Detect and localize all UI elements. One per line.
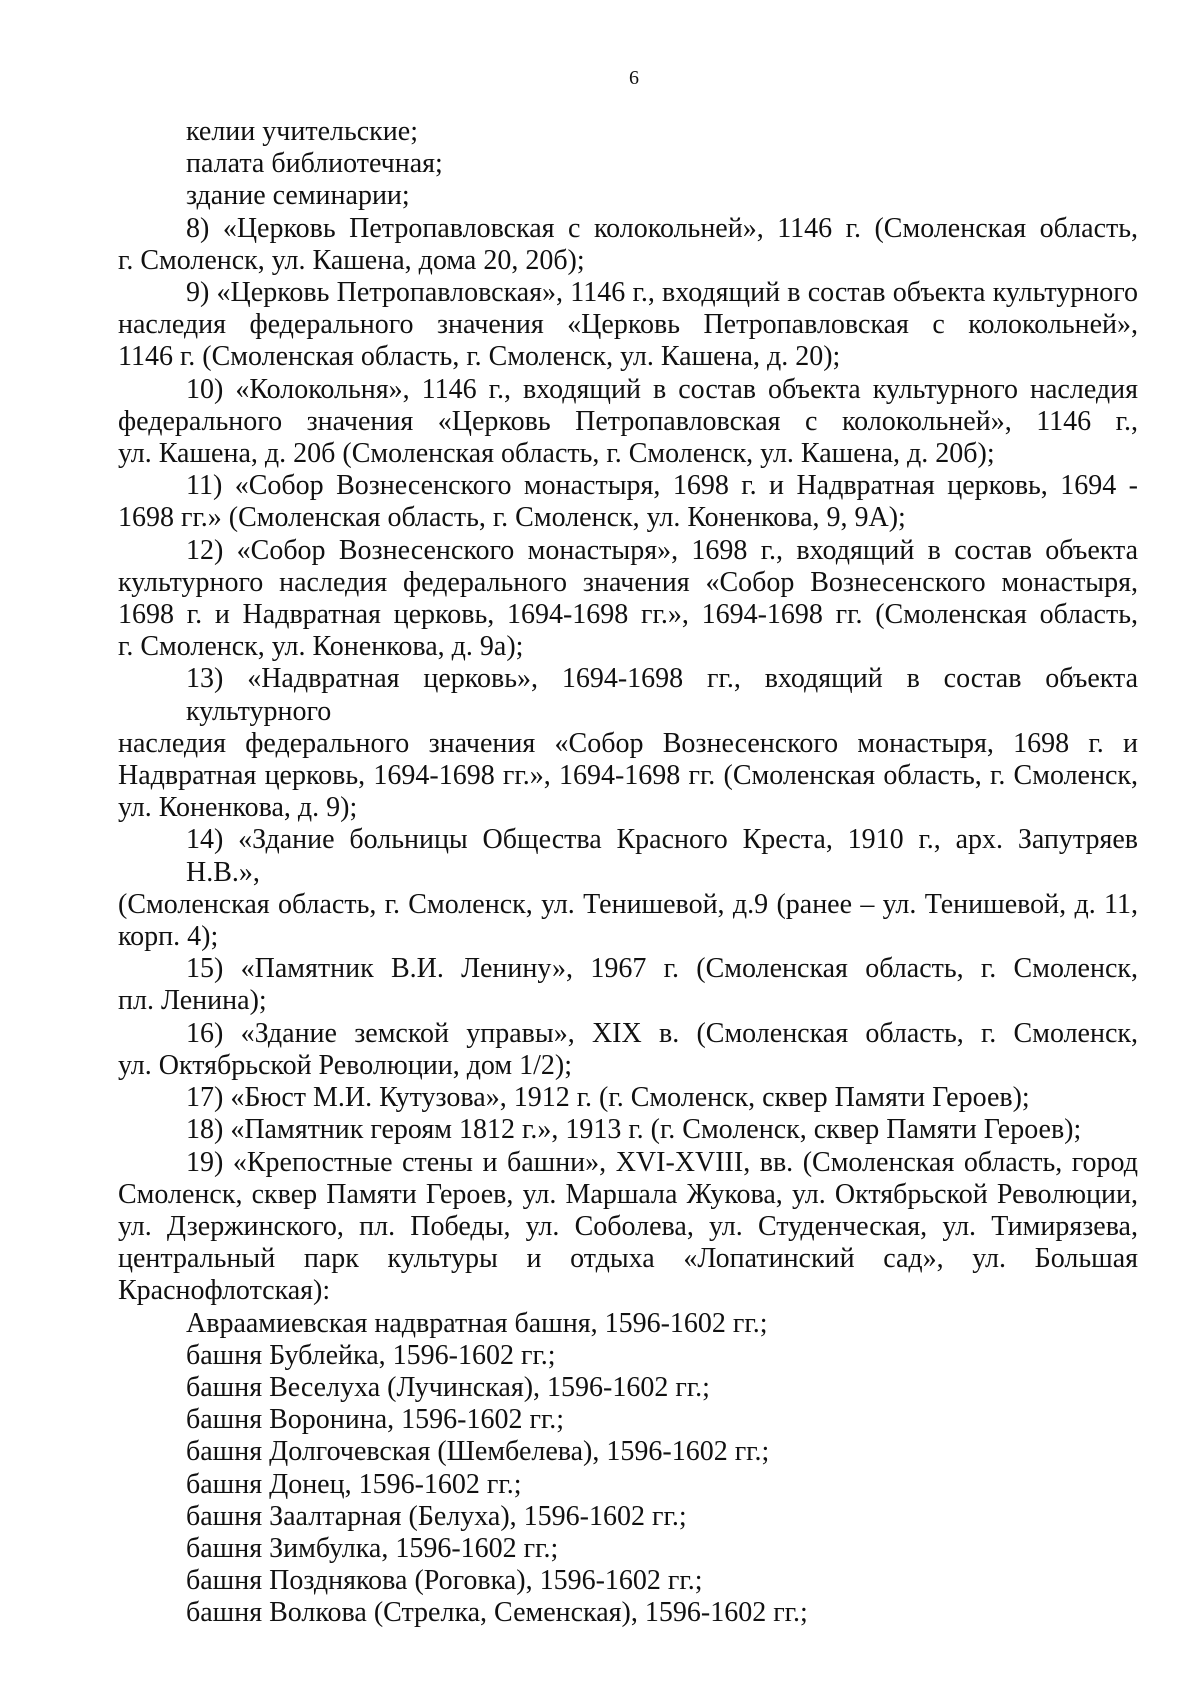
page-number: 6 <box>629 67 639 89</box>
text-line: центральный парк культуры и отдыха «Лопатинский сад», ул. Большая <box>118 1243 1138 1275</box>
list-item: башня Долгочевская (Шембелева), 1596-1602 гг.; <box>186 1436 770 1468</box>
text-line: наследия федерального значения «Церковь Петропавловская с колокольней», <box>118 309 1138 341</box>
text-line: г. Смоленск, ул. Коненкова, д. 9а); <box>118 631 524 663</box>
text-line: 16) «Здание земской управы», XIX в. (Смоленская область, г. Смоленск, <box>186 1017 1138 1049</box>
text-line: Краснофлотская): <box>118 1275 331 1307</box>
list-item: келии учительские; <box>186 116 418 147</box>
text-line: 15) «Памятник В.И. Ленину», 1967 г. (Смоленская область, г. Смоленск, <box>186 953 1138 985</box>
text-line: 17) «Бюст М.И. Кутузова», 1912 г. (г. Смоленск, сквер Памяти Героев); <box>186 1082 1030 1114</box>
list-item: башня Заалтарная (Белуха), 1596-1602 гг.; <box>186 1500 687 1532</box>
text-line: ул. Кашена, д. 20б (Смоленская область, г. Смоленск, ул. Кашена, д. 20б); <box>118 438 995 470</box>
document-body <box>118 116 1138 1630</box>
text-line: 18) «Памятник героям 1812 г.», 1913 г. (г. Смоленск, сквер Памяти Героев); <box>186 1114 1082 1146</box>
list-item: башня Веселуха (Лучинская), 1596-1602 гг.; <box>186 1371 710 1403</box>
text-line: культурного наследия федерального значения «Собор Вознесенского монастыря, <box>118 566 1138 598</box>
text-line: 13) «Надвратная церковь», 1694-1698 гг., входящий в состав объекта культурного <box>186 663 1138 727</box>
list-item: башня Донец, 1596-1602 гг.; <box>186 1468 522 1500</box>
text-line: 1698 г. и Надвратная церковь, 1694-1698 гг.», 1694-1698 гг. (Смоленская область, <box>118 599 1138 631</box>
list-item: башня Позднякова (Роговка), 1596-1602 гг.; <box>186 1565 703 1597</box>
text-line: г. Смоленск, ул. Кашена, дома 20, 20б); <box>118 244 585 276</box>
text-line: наследия федерального значения «Собор Вознесенского монастыря, 1698 г. и <box>118 727 1138 759</box>
list-item: палата библиотечная; <box>186 148 443 180</box>
text-line: федерального значения «Церковь Петропавловская с колокольней», 1146 г., <box>118 405 1138 437</box>
text-line: ул. Октябрьской Революции, дом 1/2); <box>118 1049 573 1081</box>
text-line: 1698 гг.» (Смоленская область, г. Смоленск, ул. Коненкова, 9, 9А); <box>118 502 906 534</box>
text-line: 14) «Здание больницы Общества Красного Креста, 1910 г., арх. Запутряев Н.В.», <box>186 824 1138 888</box>
list-item: башня Бублейка, 1596-1602 гг.; <box>186 1339 556 1371</box>
text-line: пл. Ленина); <box>118 985 267 1017</box>
text-line: 19) «Крепостные стены и башни», XVI-XVIII, вв. (Смоленская область, город <box>186 1146 1138 1178</box>
list-item: башня Зимбулка, 1596-1602 гг.; <box>186 1532 559 1564</box>
list-item: башня Волкова (Стрелка, Семенская), 1596-1602 гг.; <box>186 1597 808 1629</box>
text-line: 12) «Собор Вознесенского монастыря», 1698 г., входящий в состав объекта <box>186 534 1138 566</box>
text-line: Смоленск, сквер Памяти Героев, ул. Маршала Жукова, ул. Октябрьской Революции, <box>118 1178 1138 1210</box>
text-line: 1146 г. (Смоленская область, г. Смоленск, ул. Кашена, д. 20); <box>118 341 841 373</box>
text-line: корп. 4); <box>118 921 219 953</box>
text-line: 10) «Колокольня», 1146 г., входящий в состав объекта культурного наследия <box>186 373 1138 405</box>
list-item: Авраамиевская надвратная башня, 1596-1602 гг.; <box>186 1307 768 1339</box>
text-line: Надвратная церковь, 1694-1698 гг.», 1694-1698 гг. (Смоленская область, г. Смоленск, <box>118 760 1138 792</box>
list-item: здание семинарии; <box>186 180 410 212</box>
text-line: 8) «Церковь Петропавловская с колокольней», 1146 г. (Смоленская область, <box>186 212 1138 244</box>
text-line: (Смоленская область, г. Смоленск, ул. Тенишевой, д.9 (ранее – ул. Тенишевой, д. 11, <box>118 888 1138 920</box>
text-line: 9) «Церковь Петропавловская», 1146 г., входящий в состав объекта культурного <box>186 277 1138 309</box>
list-item: башня Воронина, 1596-1602 гг.; <box>186 1404 565 1436</box>
text-line: ул. Коненкова, д. 9); <box>118 792 358 824</box>
text-line: ул. Дзержинского, пл. Победы, ул. Соболева, ул. Студенческая, ул. Тимирязева, <box>118 1210 1138 1242</box>
text-line: 11) «Собор Вознесенского монастыря, 1698 г. и Надвратная церковь, 1694 - <box>186 470 1138 502</box>
